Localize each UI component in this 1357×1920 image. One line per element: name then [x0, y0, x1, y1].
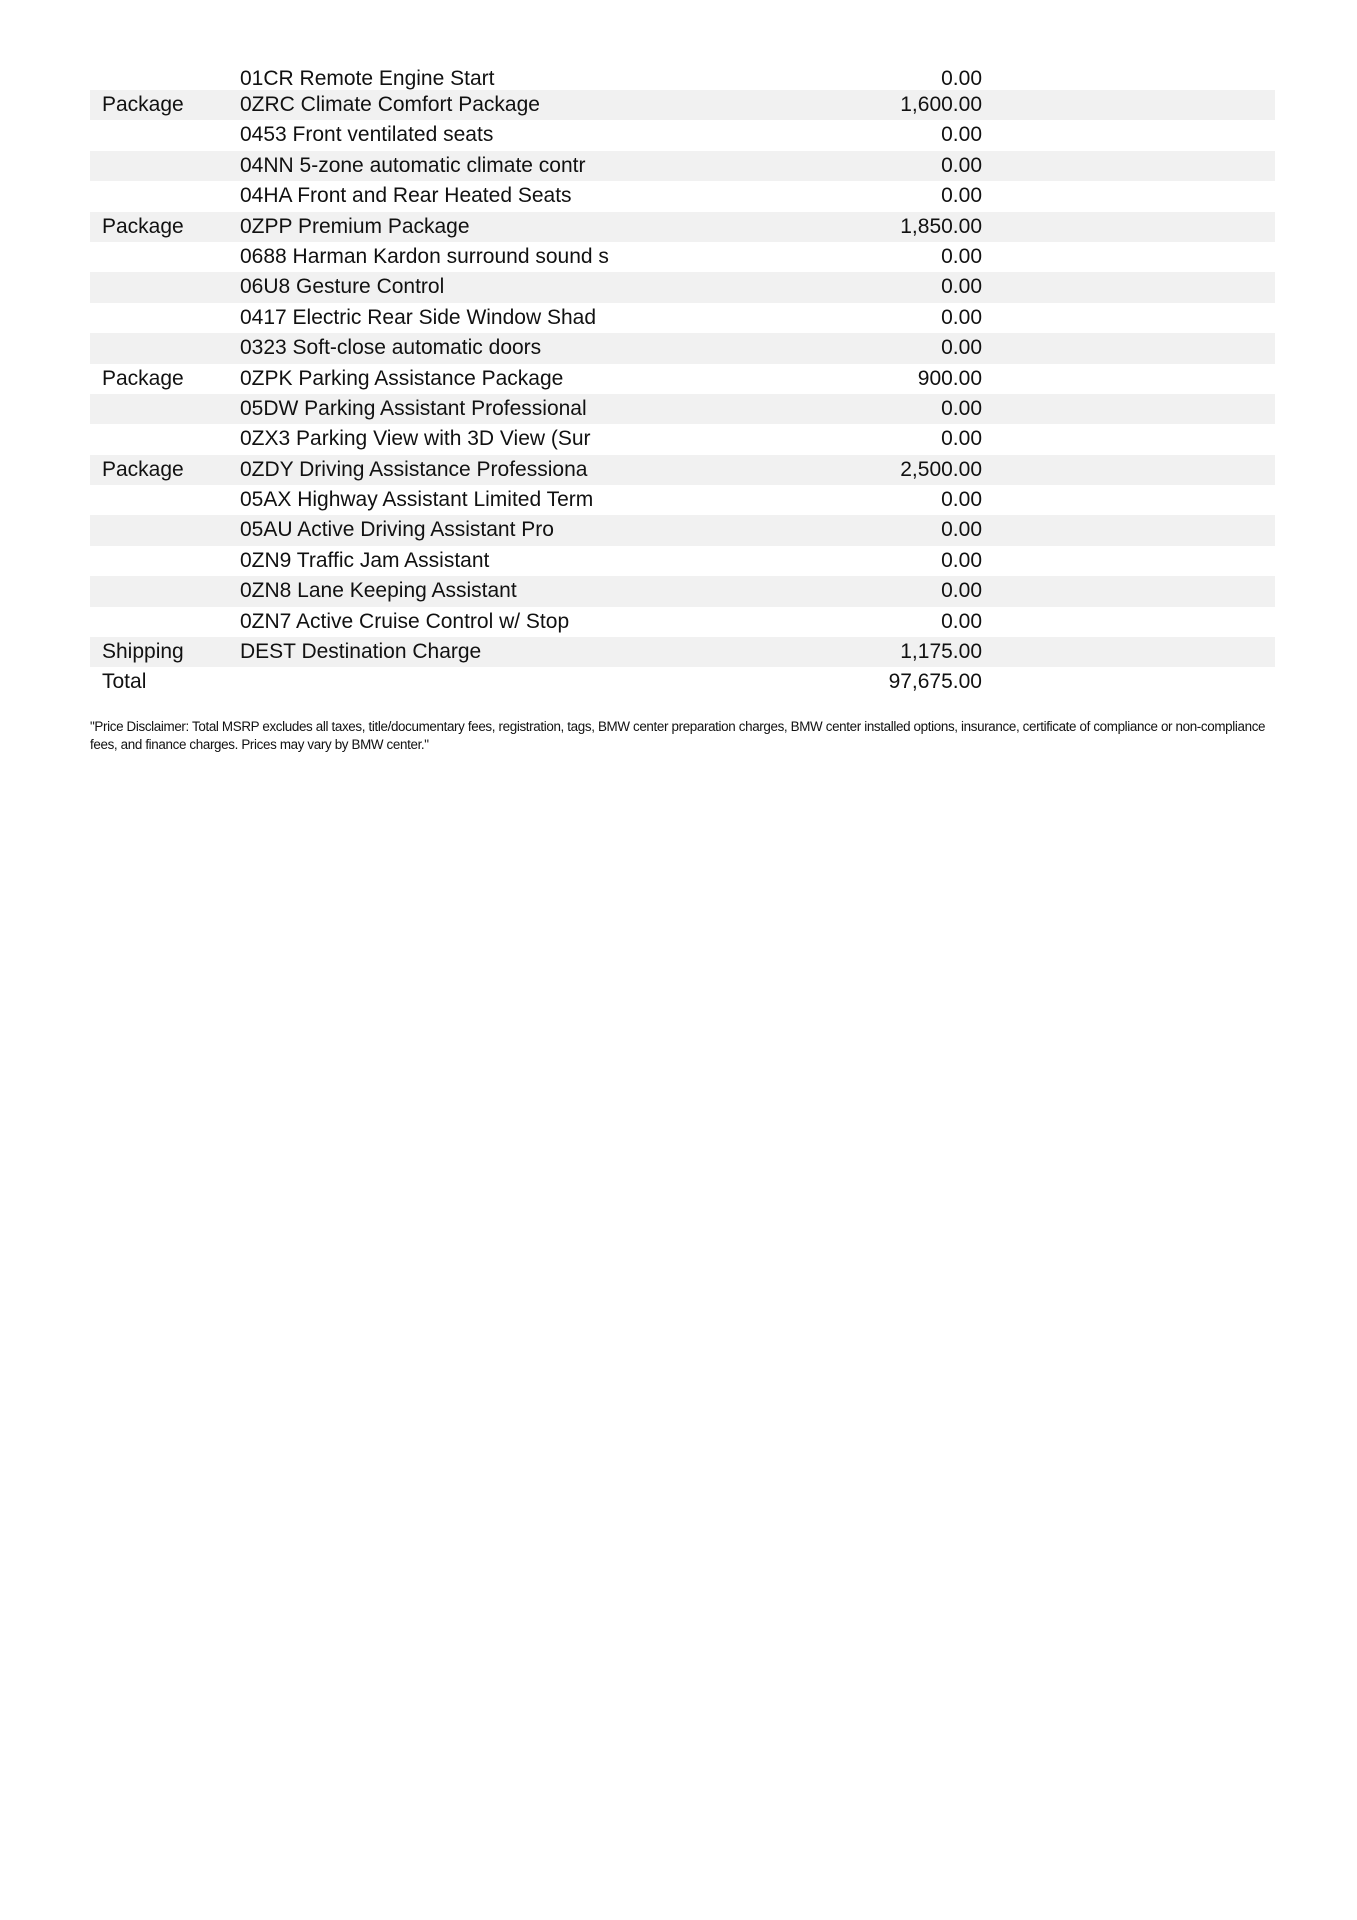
row-price: 0.00: [941, 579, 982, 603]
row-price: 0.00: [941, 123, 982, 147]
row-price: 0.00: [941, 518, 982, 542]
row-description: 04HA Front and Rear Heated Seats: [240, 184, 572, 208]
row-description: 0ZN9 Traffic Jam Assistant: [240, 548, 490, 572]
total-label: Total: [102, 670, 147, 694]
row-category: Package: [102, 214, 184, 238]
table-row: [90, 546, 1275, 576]
row-price: 0.00: [941, 67, 982, 90]
options-price-table: [90, 64, 1275, 698]
row-description: 05DW Parking Assistant Professional: [240, 396, 587, 420]
row-description: 0417 Electric Rear Side Window Shad: [240, 305, 597, 329]
table-row: [90, 212, 1275, 242]
row-price: 900.00: [917, 366, 982, 390]
total-price: 97,675.00: [888, 670, 982, 694]
row-price: 2,500.00: [900, 457, 982, 481]
row-category: Package: [102, 93, 184, 116]
table-row: [90, 637, 1275, 667]
row-price: 0.00: [941, 336, 982, 360]
table-row: [90, 364, 1275, 394]
row-description: 05AX Highway Assistant Limited Term: [240, 488, 594, 512]
row-price: 1,600.00: [900, 93, 982, 116]
price-disclaimer: "Price Disclaimer: Total MSRP excludes all taxes, title/documentary fees, registration, tags, BMW center preparation charges, BMW center installed options, insurance, certificate of compliance or non-compliance fees, and finance charges. Prices may vary by BMW center.": [90, 719, 1266, 752]
table-row: [90, 303, 1275, 333]
table-row: [90, 181, 1275, 211]
row-price: 0.00: [941, 244, 982, 268]
row-description: 0ZN7 Active Cruise Control w/ Stop: [240, 609, 570, 633]
row-description: DEST Destination Charge: [240, 640, 482, 664]
row-description: 06U8 Gesture Control: [240, 275, 445, 299]
row-price: 0.00: [941, 184, 982, 208]
table-row: [90, 151, 1275, 181]
total-row: [90, 667, 1275, 697]
table-row: [90, 607, 1275, 637]
table-row: [90, 120, 1275, 150]
row-description: 0ZX3 Parking View with 3D View (Sur: [240, 427, 591, 451]
row-description: 0ZPP Premium Package: [240, 214, 470, 238]
row-category: Package: [102, 366, 184, 390]
table-row: [90, 455, 1275, 485]
row-price: 0.00: [941, 275, 982, 299]
row-price: 0.00: [941, 488, 982, 512]
table-row: [90, 90, 1275, 120]
row-price: 1,175.00: [900, 640, 982, 664]
row-description: 0688 Harman Kardon surround sound s: [240, 244, 609, 268]
table-row: [90, 333, 1275, 363]
row-description: 0ZDY Driving Assistance Professiona: [240, 457, 588, 481]
row-description: 0323 Soft-close automatic doors: [240, 336, 542, 360]
row-price: 0.00: [941, 548, 982, 572]
row-price: 0.00: [941, 305, 982, 329]
row-category: Shipping: [102, 640, 184, 664]
table-row: [90, 424, 1275, 454]
row-description: 0453 Front ventilated seats: [240, 123, 494, 147]
row-price: 0.00: [941, 427, 982, 451]
table-row: [90, 64, 1275, 90]
row-description: 0ZRC Climate Comfort Package: [240, 93, 540, 116]
row-description: 0ZPK Parking Assistance Package: [240, 366, 564, 390]
table-row: [90, 242, 1275, 272]
table-row: [90, 576, 1275, 606]
table-row: [90, 485, 1275, 515]
row-price: 0.00: [941, 153, 982, 177]
row-price: 0.00: [941, 396, 982, 420]
row-price: 0.00: [941, 609, 982, 633]
table-row: [90, 394, 1275, 424]
table-row: [90, 515, 1275, 545]
row-description: 0ZN8 Lane Keeping Assistant: [240, 579, 517, 603]
row-description: 04NN 5-zone automatic climate contr: [240, 153, 586, 177]
row-description: 01CR Remote Engine Start: [240, 67, 495, 90]
row-category: Package: [102, 457, 184, 481]
table-row: [90, 272, 1275, 302]
row-description: 05AU Active Driving Assistant Pro: [240, 518, 554, 542]
row-price: 1,850.00: [900, 214, 982, 238]
